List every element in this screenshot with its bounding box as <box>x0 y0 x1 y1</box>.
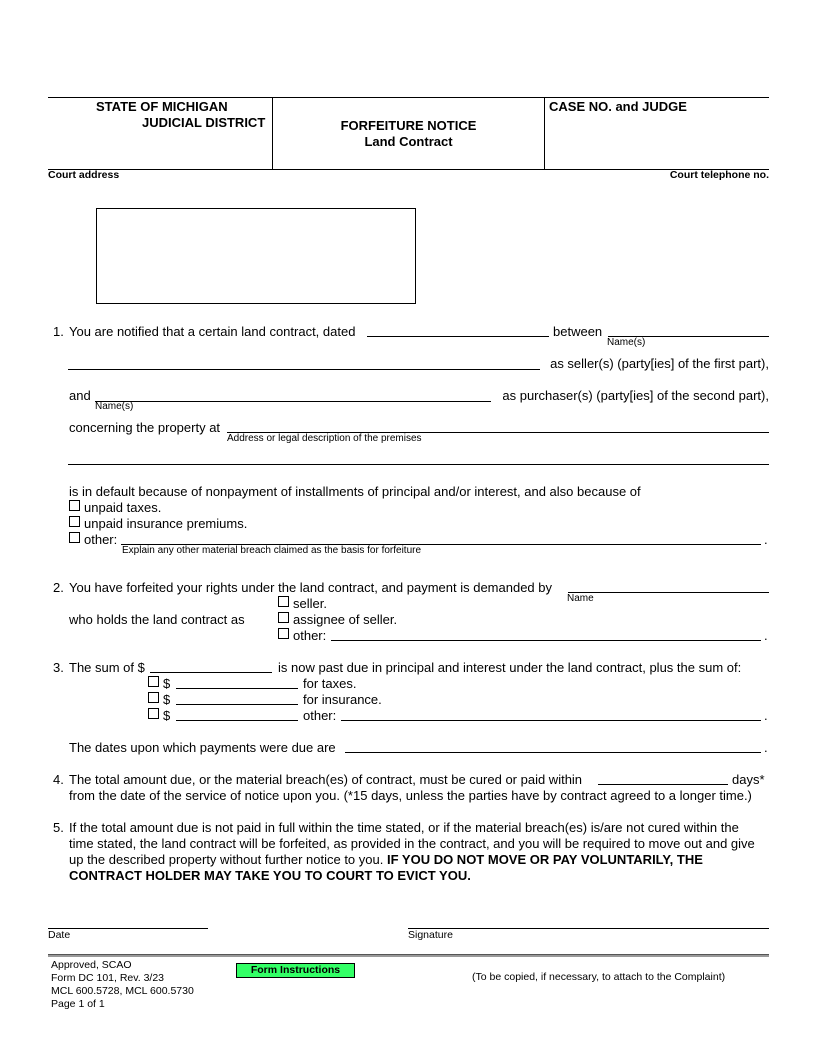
seller-names-field-b[interactable] <box>68 369 540 370</box>
form-title: FORFEITURE NOTICE <box>340 118 477 133</box>
property-address-field-b[interactable] <box>68 464 769 465</box>
property-address-caption: Address or legal description of the premises <box>227 433 422 444</box>
item5-line2: time stated, the land contract will be forfeited, as provided in the contract, and you will be required to move out and give <box>69 836 755 851</box>
demanding-party-field[interactable] <box>568 592 769 593</box>
header-divider-right <box>544 97 545 169</box>
court-telephone-label: Court telephone no. <box>669 169 769 181</box>
holds-contract-text: who holds the land contract as <box>69 612 245 627</box>
taxes-checkbox[interactable] <box>148 676 159 687</box>
date-field[interactable] <box>48 928 208 929</box>
holder-assignee-label: assignee of seller. <box>293 612 398 627</box>
unpaid-insurance-label: unpaid insurance premiums. <box>84 516 248 531</box>
and-label: and <box>69 388 91 403</box>
item5-line3-bold: IF YOU DO NOT MOVE OR PAY VOLUNTARILY, THE <box>386 852 703 867</box>
other-sum-period: . <box>764 708 768 723</box>
item5-line3-normal: up the described property without further notice to you. <box>69 852 384 867</box>
item4-line2: from the date of the service of notice upon you. (*15 days, unless the parties have by contract agreed to a longer time.) <box>69 788 752 803</box>
insurance-dollar: $ <box>163 692 171 707</box>
between-label: between <box>553 324 603 339</box>
default-text: is in default because of nonpayment of installments of principal and/or interest, and also because of <box>69 484 641 499</box>
form-instructions-button[interactable]: Form Instructions <box>236 963 355 978</box>
taxes-label: for taxes. <box>303 676 357 691</box>
item1-text: You are notified that a certain land contract, dated <box>69 324 356 339</box>
holder-other-label: other: <box>293 628 327 643</box>
seller-suffix: as seller(s) (party[ies] of the first part), <box>550 356 769 371</box>
property-label: concerning the property at <box>69 420 221 435</box>
cure-days-field[interactable] <box>598 784 728 785</box>
header-bottom-rule <box>48 169 769 170</box>
insurance-checkbox[interactable] <box>148 692 159 703</box>
item2-number: 2. <box>53 580 64 595</box>
item2-text: You have forfeited your rights under the land contract, and payment is demanded by <box>69 580 552 595</box>
mcl-reference: MCL 600.5728, MCL 600.5730 <box>51 985 194 997</box>
state-label: STATE OF MICHIGAN <box>96 99 228 114</box>
approved-label: Approved, SCAO <box>51 959 132 971</box>
date-label: Date <box>48 929 71 941</box>
header-divider-left <box>272 97 273 169</box>
other-breach-label: other: <box>84 532 118 547</box>
item3-number: 3. <box>53 660 64 675</box>
holder-seller-checkbox[interactable] <box>278 596 289 607</box>
other-sum-checkbox[interactable] <box>148 708 159 719</box>
unpaid-taxes-label: unpaid taxes. <box>84 500 162 515</box>
holder-seller-label: seller. <box>293 596 327 611</box>
footer-rule <box>48 954 769 957</box>
insurance-label: for insurance. <box>303 692 382 707</box>
holder-other-field[interactable] <box>331 640 761 641</box>
item1-number: 1. <box>53 324 64 339</box>
seller-names-caption: Name(s) <box>607 337 646 348</box>
item5-number: 5. <box>53 820 64 835</box>
taxes-amount-field[interactable] <box>176 688 298 689</box>
holder-other-period: . <box>764 628 768 643</box>
taxes-dollar: $ <box>163 676 171 691</box>
item5-line1: If the total amount due is not paid in full within the time stated, or if the material breach(es) is/are not cured within the <box>69 820 739 835</box>
due-dates-period: . <box>764 740 768 755</box>
form-subtitle: Land Contract <box>364 134 453 149</box>
purchaser-names-field[interactable] <box>95 401 491 402</box>
page-number: Page 1 of 1 <box>51 998 105 1010</box>
other-breach-checkbox[interactable] <box>69 532 80 543</box>
signature-label: Signature <box>408 929 453 941</box>
unpaid-taxes-checkbox[interactable] <box>69 500 80 511</box>
other-breach-period: . <box>764 532 768 547</box>
copy-note: (To be copied, if necessary, to attach to the Complaint) <box>472 971 726 983</box>
item4-line1: The total amount due, or the material breach(es) of contract, must be cured or paid within <box>69 772 583 787</box>
other-sum-amount-field[interactable] <box>176 720 298 721</box>
other-sum-dollar: $ <box>163 708 171 723</box>
contract-date-field[interactable] <box>367 336 549 337</box>
signature-field[interactable] <box>408 928 769 929</box>
holder-assignee-checkbox[interactable] <box>278 612 289 623</box>
court-address-box[interactable] <box>96 208 416 304</box>
unpaid-insurance-checkbox[interactable] <box>69 516 80 527</box>
header-top-rule <box>48 97 769 98</box>
form-number: Form DC 101, Rev. 3/23 <box>51 972 165 984</box>
case-number-label: CASE NO. and JUDGE <box>549 99 687 114</box>
purchaser-suffix: as purchaser(s) (party[ies] of the second part), <box>502 388 769 403</box>
other-breach-caption: Explain any other material breach claimed as the basis for forfeiture <box>122 545 422 556</box>
days-label: days* <box>732 772 765 787</box>
other-sum-description-field[interactable] <box>341 720 761 721</box>
demanding-party-caption: Name <box>567 593 594 604</box>
item5-line3 <box>69 852 703 867</box>
item4-number: 4. <box>53 772 64 787</box>
purchaser-names-caption: Name(s) <box>95 401 134 412</box>
other-sum-label: other: <box>303 708 337 723</box>
judicial-district-label: JUDICIAL DISTRICT <box>142 115 266 130</box>
holder-other-checkbox[interactable] <box>278 628 289 639</box>
item5-line4: CONTRACT HOLDER MAY TAKE YOU TO COURT TO EVICT YOU. <box>69 868 471 883</box>
sum-prefix: The sum of $ <box>69 660 145 675</box>
sum-text: is now past due in principal and interest under the land contract, plus the sum of: <box>278 660 742 675</box>
court-address-label: Court address <box>48 169 120 181</box>
insurance-amount-field[interactable] <box>176 704 298 705</box>
due-dates-text: The dates upon which payments were due are <box>69 740 336 755</box>
past-due-amount-field[interactable] <box>150 672 272 673</box>
due-dates-field[interactable] <box>345 752 761 753</box>
